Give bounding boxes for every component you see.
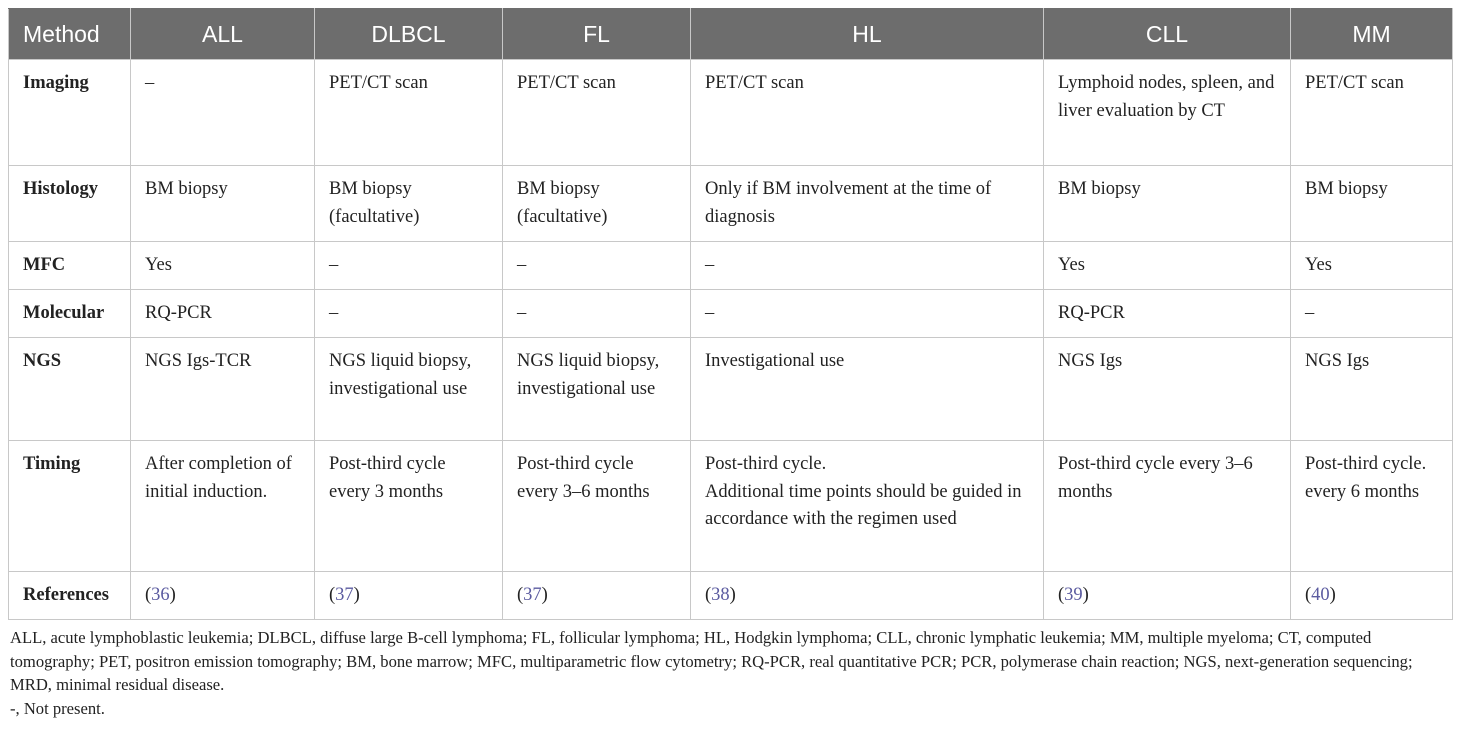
table-row-histology bbox=[9, 166, 1453, 242]
table-cell: – bbox=[503, 290, 691, 338]
table-cell: RQ-PCR bbox=[131, 290, 315, 338]
table-cell: – bbox=[315, 290, 503, 338]
table-cell: (36) bbox=[131, 572, 315, 620]
table-cell: BM biopsy bbox=[131, 166, 315, 242]
row-label: NGS bbox=[9, 338, 131, 441]
table-cell: Investigational use bbox=[691, 338, 1044, 441]
table-cell: PET/CT scan bbox=[503, 60, 691, 166]
table-cell: (38) bbox=[691, 572, 1044, 620]
table-cell: Yes bbox=[131, 242, 315, 290]
col-header-dlbcl: DLBCL bbox=[315, 9, 503, 60]
mrd-methods-table bbox=[8, 8, 1453, 620]
table-cell: – bbox=[1291, 290, 1453, 338]
table-cell: PET/CT scan bbox=[691, 60, 1044, 166]
row-label: Molecular bbox=[9, 290, 131, 338]
reference-link[interactable]: 37 bbox=[335, 585, 354, 605]
timing-extra: Additional time points should be guided in accordance with the regimen used bbox=[705, 481, 1022, 529]
col-header-hl: HL bbox=[691, 9, 1044, 60]
table-cell: (39) bbox=[1044, 572, 1291, 620]
table-cell: (37) bbox=[503, 572, 691, 620]
table-cell: NGS Igs bbox=[1044, 338, 1291, 441]
table-cell: BM biopsy (facultative) bbox=[503, 166, 691, 242]
table-cell: Post-third cycle. every 6 months bbox=[1291, 441, 1453, 572]
table-cell: NGS liquid biopsy, investigational use bbox=[315, 338, 503, 441]
reference-link[interactable]: 38 bbox=[711, 585, 730, 605]
table-cell: Post-third cycle every 3 months bbox=[315, 441, 503, 572]
table-cell: NGS Igs-TCR bbox=[131, 338, 315, 441]
col-header-cll: CLL bbox=[1044, 9, 1291, 60]
table-cell: Post-third cycle every 3–6 months bbox=[503, 441, 691, 572]
table-footnotes bbox=[8, 626, 1452, 720]
table-cell: Lymphoid nodes, spleen, and liver evaluation by CT bbox=[1044, 60, 1291, 166]
table-row-mfc bbox=[9, 242, 1453, 290]
table-row-ngs bbox=[9, 338, 1453, 441]
reference-link[interactable]: 40 bbox=[1311, 585, 1330, 605]
row-label: MFC bbox=[9, 242, 131, 290]
row-label: References bbox=[9, 572, 131, 620]
table-cell: Yes bbox=[1044, 242, 1291, 290]
table-row-timing bbox=[9, 441, 1453, 572]
table-cell: BM biopsy bbox=[1044, 166, 1291, 242]
table-row-molecular bbox=[9, 290, 1453, 338]
table-cell: (37) bbox=[315, 572, 503, 620]
table-row-references bbox=[9, 572, 1453, 620]
table-cell: Yes bbox=[1291, 242, 1453, 290]
reference-link[interactable]: 39 bbox=[1064, 585, 1083, 605]
dash-note: -, Not present. bbox=[10, 698, 105, 718]
header-row bbox=[9, 9, 1453, 60]
table-cell: – bbox=[691, 242, 1044, 290]
timing-line: Post-third cycle. bbox=[705, 454, 827, 474]
table-cell: Post-third cycle every 3–6 months bbox=[1044, 441, 1291, 572]
row-label: Timing bbox=[9, 441, 131, 572]
table-cell: – bbox=[691, 290, 1044, 338]
table-cell: PET/CT scan bbox=[1291, 60, 1453, 166]
row-label: Imaging bbox=[9, 60, 131, 166]
table-cell: RQ-PCR bbox=[1044, 290, 1291, 338]
row-label: Histology bbox=[9, 166, 131, 242]
table-row-imaging bbox=[9, 60, 1453, 166]
table-cell: PET/CT scan bbox=[315, 60, 503, 166]
table-container bbox=[8, 8, 1452, 720]
table-cell: – bbox=[315, 242, 503, 290]
reference-link[interactable]: 37 bbox=[523, 585, 542, 605]
table-cell: Only if BM involvement at the time of diagnosis bbox=[691, 166, 1044, 242]
table-cell: NGS Igs bbox=[1291, 338, 1453, 441]
col-header-all: ALL bbox=[131, 9, 315, 60]
col-header-mm: MM bbox=[1291, 9, 1453, 60]
table-cell: (40) bbox=[1291, 572, 1453, 620]
abbreviations-note: ALL, acute lymphoblastic leukemia; DLBCL, diffuse large B-cell lymphoma; FL, follicular lymphoma; HL, Hodgkin lymphoma; CLL, chronic lymphatic leukemia; MM, multiple myeloma; CT, computed tomography; PET, positron emission tomography; BM, bone marrow; MFC, multiparametric flow cytometry; RQ-PCR, real quantitative PCR; PCR, polymerase chain reaction; NGS, next-generation sequencing; MRD, minimal residual disease. bbox=[10, 628, 1413, 694]
table-cell: BM biopsy (facultative) bbox=[315, 166, 503, 242]
table-cell: BM biopsy bbox=[1291, 166, 1453, 242]
table-cell: – bbox=[131, 60, 315, 166]
table-cell: – bbox=[503, 242, 691, 290]
table-cell: NGS liquid biopsy, investigational use bbox=[503, 338, 691, 441]
col-header-fl: FL bbox=[503, 9, 691, 60]
table-cell-hl-timing bbox=[691, 441, 1044, 572]
table-cell: After completion of initial induction. bbox=[131, 441, 315, 572]
reference-link[interactable]: 36 bbox=[151, 585, 170, 605]
col-header-method: Method bbox=[9, 9, 131, 60]
